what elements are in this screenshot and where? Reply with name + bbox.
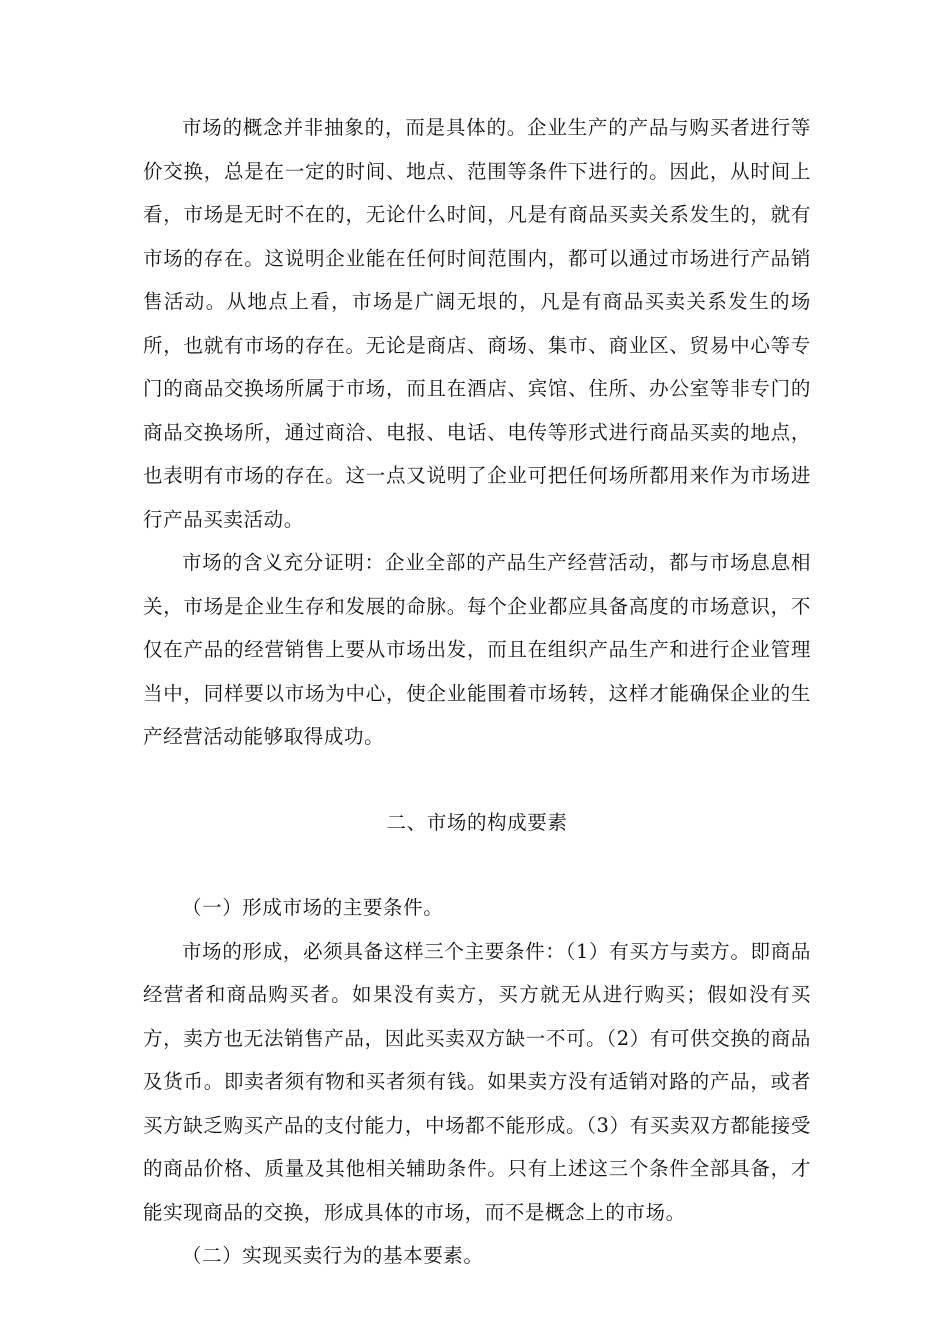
document-page [143, 106, 811, 1278]
subheading-basic-elements: （二）实现买卖行为的基本要素。 [182, 1244, 484, 1267]
paragraph-market-concept: 市场的概念并非抽象的，而是具体的。企业生产的产品与购买者进行等价交换，总是在一定的时间、地点、范围等条件下进行的。因此，从时间上看，市场是无时不在的，无论什么时间，凡是有商品买卖关系发生的，就有市场的存在。这说明企业能在任何时间范围内，都可以通过市场进行产品销售活动。从地点上看，市场是广阔无垠的，凡是有商品买卖关系发生的场所，也就有市场的存在。无论是商店、商场、集市、商业区、贸易中心等专门的商品交换场所属于市场，而且在酒店、宾馆、住所、办公室等非专门的商品交换场所，通过商洽、电报、电话、电传等形式进行商品买卖的地点，也表明有市场的存在。这一点又说明了企业可把任何场所都用来作为市场进行产品买卖活动。 [143, 116, 811, 531]
paragraph-market-meaning: 市场的含义充分证明：企业全部的产品生产经营活动，都与市场息息相关，市场是企业生存和发展的命脉。每个企业都应具备高度的市场意识，不仅在产品的经营销售上要从市场出发，而且在组织产品生产和进行企业管理当中，同样要以市场为中心，使企业能围着市场转，这样才能确保企业的生产经营活动能够取得成功。 [143, 551, 811, 748]
subheading-main-conditions: （一）形成市场的主要条件。 [182, 896, 444, 919]
section-heading: 二、市场的构成要素 [386, 810, 568, 834]
spacer [143, 844, 811, 886]
paragraph-market-formation: 市场的形成，必须具备这样三个主要条件：（1）有买方与卖方。即商品经营者和商品购买者。如果没有卖方，买方就无从进行购买；假如没有买方，卖方也无法销售产品，因此买卖双方缺一不可。（2）有可供交换的商品及货币。即卖者须有物和买者须有钱。如果卖方没有适销对路的产品，或者买方缺乏购买产品的支付能力，中场都不能形成。（3）有买卖双方都能接受的商品价格、质量及其他相关辅助条件。只有上述这三个条件全部具备，才能实现商品的交换，形成具体的市场，而不是概念上的市场。 [143, 939, 811, 1224]
spacer [143, 759, 811, 801]
